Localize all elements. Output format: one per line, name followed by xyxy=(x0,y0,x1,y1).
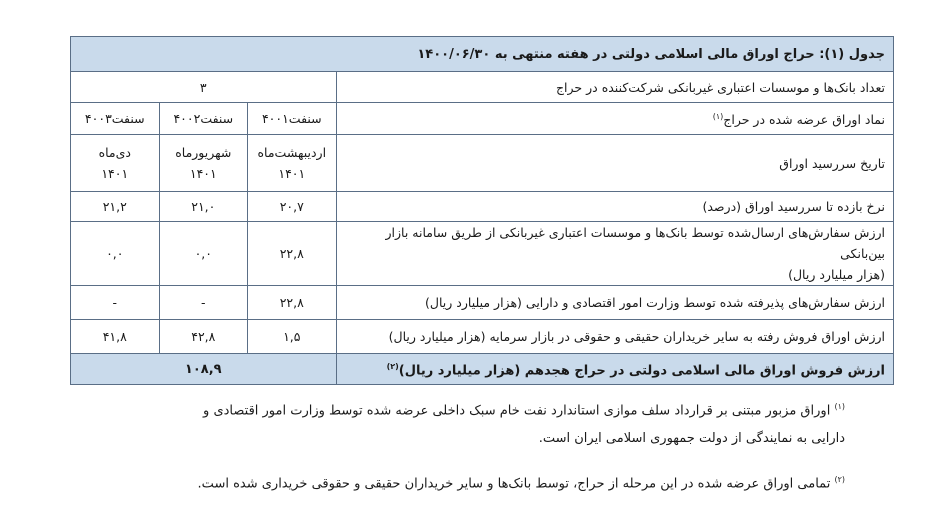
table-row xyxy=(71,222,894,286)
yield-label: نرخ بازده تا سررسید اوراق (درصد) xyxy=(336,192,893,222)
total-row xyxy=(71,354,894,385)
yield-value: ۲۱,۲ xyxy=(71,192,160,222)
maturity-value: دی‌ماه ۱۴۰۱ xyxy=(71,135,160,192)
sold-others-value: ۱,۵ xyxy=(248,320,336,354)
yield-value: ۲۰,۷ xyxy=(248,192,336,222)
symbol-value: سنفت۴۰۰۱ xyxy=(248,103,336,135)
yield-value: ۲۱,۰ xyxy=(159,192,247,222)
sold-others-value: ۴۱,۸ xyxy=(71,320,160,354)
sold-others-value: ۴۲,۸ xyxy=(159,320,247,354)
symbol-value: سنفت۴۰۰۲ xyxy=(159,103,247,135)
maturity-label: تاریخ سررسید اوراق xyxy=(336,135,893,192)
orders-accepted-value: - xyxy=(71,286,160,320)
orders-sent-label: ارزش سفارش‌های ارسال‌شده توسط بانک‌ها و موسسات اعتباری غیربانکی از طریق سامانه بازار بین‌بانکی (هزار میلیارد ریال) xyxy=(336,222,893,286)
table-row xyxy=(71,192,894,222)
footnote-1: $^{(۱)}$ اوراق مزبور مبتنی بر قرارداد سلف موازی استاندارد نفت خام سبک داخلی عرضه شده توسط وزارت امور اقتصادی و دارایی به نمایندگی از دولت جمهوری اسلامی ایران است. xyxy=(203,402,845,447)
bank-count-label: تعداد بانک‌ها و موسسات اعتباری غیربانکی شرکت‌کننده در حراج xyxy=(336,72,893,103)
maturity-value: شهریورماه ۱۴۰۱ xyxy=(159,135,247,192)
footnote-mark: (۲) xyxy=(386,362,399,372)
table-title: جدول (۱): حراج اوراق مالی اسلامی دولتی در هفته منتهی به ۱۴۰۰/۰۶/۳۰ xyxy=(71,37,894,72)
footnote-mark: (۱) xyxy=(712,112,724,122)
auction-table xyxy=(70,36,894,385)
total-label: ارزش فروش اوراق مالی اسلامی دولتی در حراج هجدهم (هزار میلیارد ریال)$^{(۲)}$ xyxy=(336,354,893,385)
orders-sent-value: ۰,۰ xyxy=(159,222,247,286)
footnote-2: $^{(۲)}$ تمامی اوراق عرضه شده در این مرحله از حراج، توسط بانک‌ها و سایر خریداران حقیقی و حقوقی خریداری شده است. xyxy=(197,475,845,492)
table-row xyxy=(71,286,894,320)
sold-others-label: ارزش اوراق فروش رفته به سایر خریداران حقیقی و حقوقی در بازار سرمایه (هزار میلیارد ریال) xyxy=(336,320,893,354)
table-row xyxy=(71,103,894,135)
orders-sent-value: ۲۲,۸ xyxy=(248,222,336,286)
footnote-mark: (۲) xyxy=(834,475,845,484)
symbol-label: نماد اوراق عرضه شده در حراج$^{(۱)}$ xyxy=(336,103,893,135)
table-row xyxy=(71,135,894,192)
orders-accepted-value: ۲۲,۸ xyxy=(248,286,336,320)
table-row xyxy=(71,320,894,354)
bank-count-value: ۳ xyxy=(71,72,337,103)
total-value: ۱۰۸,۹ xyxy=(71,354,337,385)
table-title-row xyxy=(71,37,894,72)
footnote-mark: (۱) xyxy=(834,402,845,411)
maturity-value: اردیبهشت‌ماه ۱۴۰۱ xyxy=(248,135,336,192)
table-row xyxy=(71,72,894,103)
orders-accepted-value: - xyxy=(159,286,247,320)
symbol-value: سنفت۴۰۰۳ xyxy=(71,103,160,135)
orders-accepted-label: ارزش سفارش‌های پذیرفته شده توسط وزارت امور اقتصادی و دارایی (هزار میلیارد ریال) xyxy=(336,286,893,320)
orders-sent-value: ۰,۰ xyxy=(71,222,160,286)
